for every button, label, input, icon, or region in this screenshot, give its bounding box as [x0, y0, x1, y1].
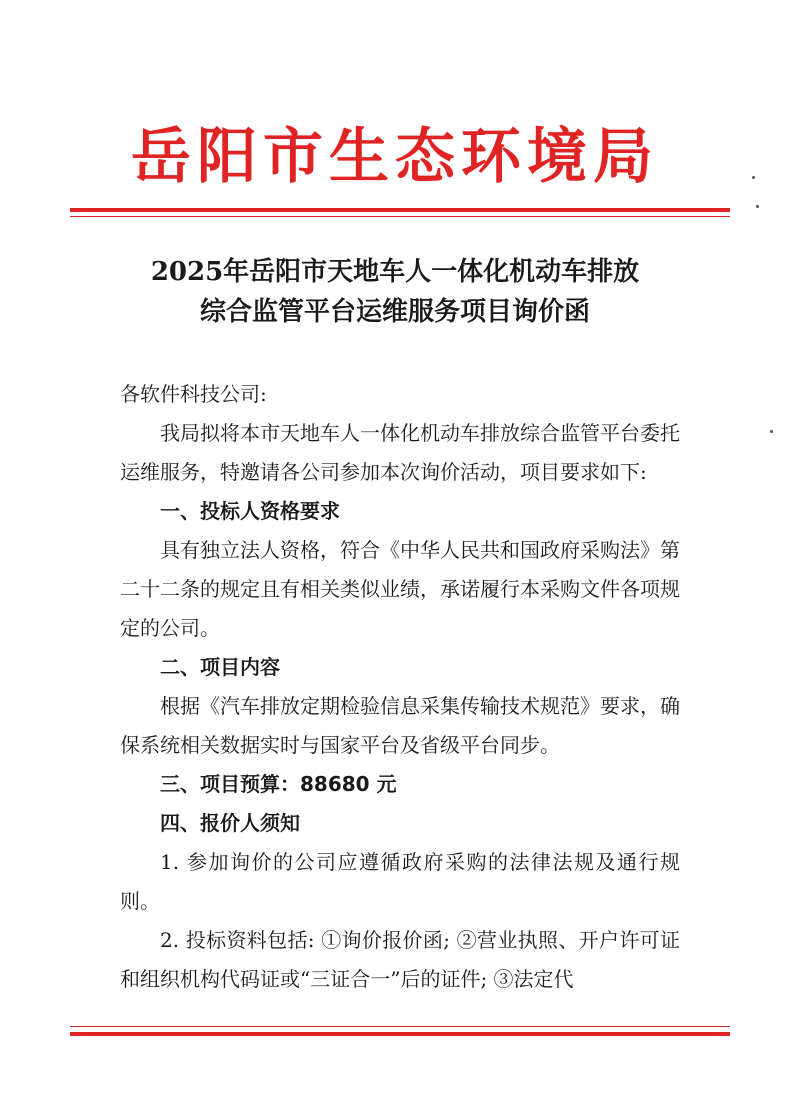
notice-item-2: 2. 投标资料包括: ①询价报价函; ②营业执照、开户许可证和组织机构代码证或“三证合一”后的证件; ③法定代: [120, 928, 680, 991]
document-body: [120, 375, 680, 999]
letterhead-rule-thick: [70, 208, 730, 212]
section-4-heading: 四、报价人须知: [160, 811, 300, 835]
section-2-heading: 二、项目内容: [160, 655, 280, 679]
notice-item-1: 1. 参加询价的公司应遵循政府采购的法律法规及通行规则。: [120, 850, 680, 913]
letterhead-rule-thin: [70, 216, 730, 217]
title-line-1: 2025年岳阳市天地车人一体化机动车排放: [150, 257, 640, 287]
title-line-2: 综合监管平台运维服务项目询价函: [199, 297, 590, 327]
scan-speck: [756, 205, 759, 208]
salutation: 各软件科技公司:: [120, 382, 267, 406]
footer-rule-thin: [70, 1026, 730, 1027]
agency-letterhead: 岳阳市生态环境局: [131, 122, 659, 192]
section-2-body: 根据《汽车排放定期检验信息采集传输技术规范》要求，确保系统相关数据实时与国家平台及省级平台同步。: [120, 694, 680, 757]
document-title: [0, 252, 790, 332]
intro-paragraph: 我局拟将本市天地车人一体化机动车排放综合监管平台委托运维服务，特邀请各公司参加本次询价活动，项目要求如下:: [120, 421, 680, 484]
footer-rule-thick: [70, 1032, 730, 1036]
scan-speck: [770, 430, 773, 433]
section-1-heading: 一、投标人资格要求: [160, 499, 340, 523]
section-3-heading: 三、项目预算：88680 元: [160, 772, 397, 796]
section-1-body: 具有独立法人资格，符合《中华人民共和国政府采购法》第二十二条的规定且有相关类似业绩，承诺履行本采购文件各项规定的公司。: [120, 538, 680, 640]
